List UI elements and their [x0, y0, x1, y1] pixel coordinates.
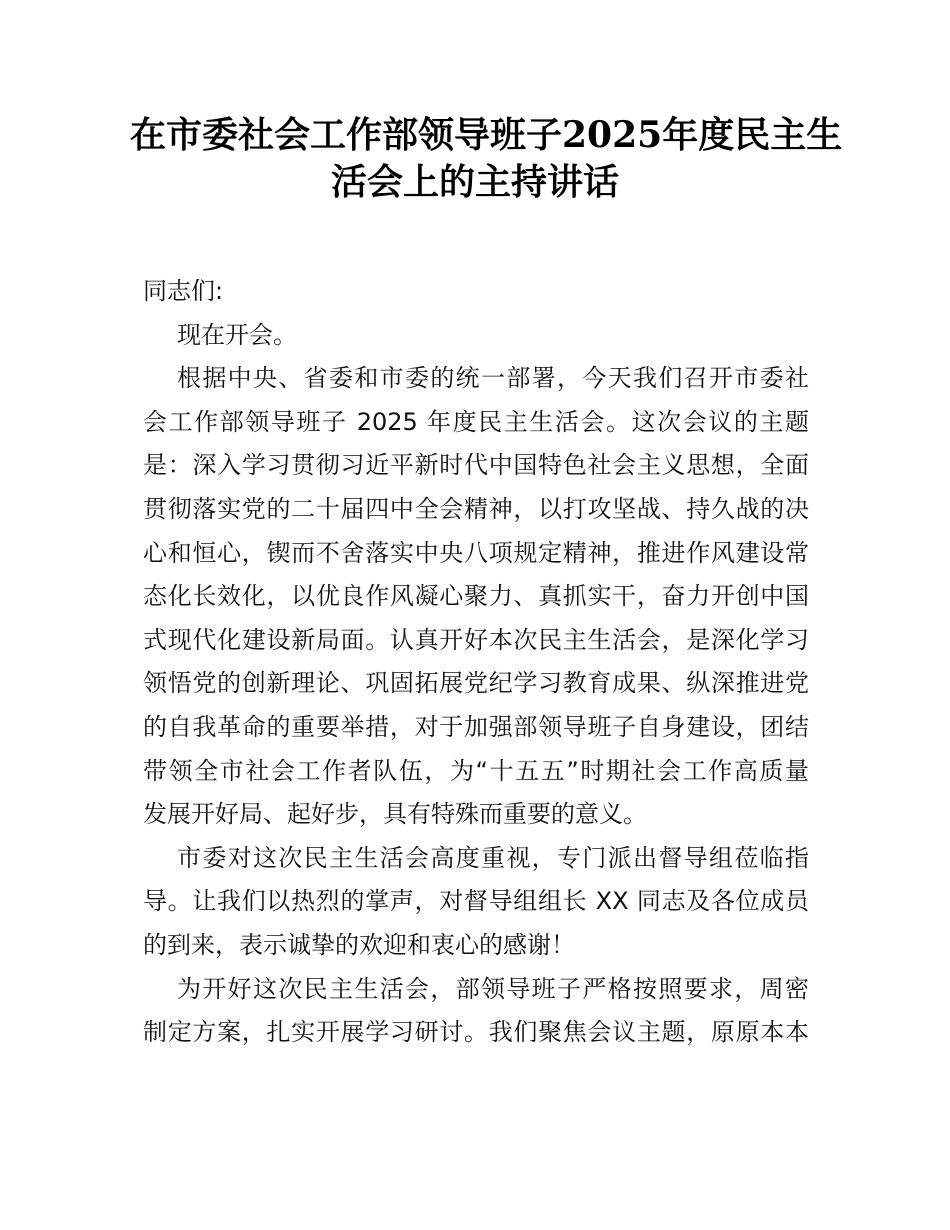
paragraph-line: 心和恒心，锲而不舍落实中央八项规定精神，推进作风建设常 [143, 538, 809, 567]
paragraph-line: 制定方案，扎实开展学习研讨。我们聚焦会议主题，原原本本 [143, 1018, 809, 1047]
paragraph-line: 根据中央、省委和市委的统一部署，今天我们召开市委社 [177, 364, 809, 393]
paragraph-line: 的到来，表示诚挚的欢迎和衷心的感谢！ [143, 930, 575, 959]
document-title [130, 112, 843, 206]
paragraph-line: 的自我革命的重要举措，对于加强部领导班子自身建设，团结 [143, 712, 809, 741]
paragraph-line: 贯彻落实党的二十届四中全会精神，以打攻坚战、持久战的决 [143, 494, 809, 523]
salutation: 同志们: [143, 277, 224, 305]
paragraph-line: 市委对这次民主生活会高度重视，专门派出督导组莅临指 [177, 843, 809, 872]
paragraph-line: 式现代化建设新局面。认真开好本次民主生活会，是深化学习 [143, 625, 809, 654]
title-line-1: 在市委社会工作部领导班子2025年度民主生 [130, 114, 843, 156]
paragraph-line: 会工作部领导班子 2025 年度民主生活会。这次会议的主题 [143, 407, 809, 436]
paragraph-line: 领悟党的创新理论、巩固拓展党纪学习教育成果、纵深推进党 [143, 669, 809, 698]
paragraph-4 [143, 968, 809, 1055]
paragraph-line: 带领全市社会工作者队伍，为“十五五”时期社会工作高质量 [143, 756, 809, 785]
paragraph-line: 导。让我们以热烈的掌声，对督导组组长 XX 同志及各位成员 [143, 887, 809, 916]
document-body [143, 270, 809, 1055]
paragraph-3 [143, 837, 809, 968]
paragraph-line: 发展开好局、起好步，具有特殊而重要的意义。 [143, 800, 647, 829]
paragraph-line: 现在开会。 [177, 320, 297, 349]
paragraph-line: 是：深入学习贯彻习近平新时代中国特色社会主义思想，全面 [143, 451, 809, 480]
paragraph-2 [143, 357, 809, 837]
paragraph-1 [143, 314, 809, 358]
title-line-2: 活会上的主持讲话 [330, 161, 619, 203]
paragraph-line: 态化长效化，以优良作风凝心聚力、真抓实干，奋力开创中国 [143, 582, 809, 611]
paragraph-line: 为开好这次民主生活会，部领导班子严格按照要求，周密 [177, 974, 809, 1003]
